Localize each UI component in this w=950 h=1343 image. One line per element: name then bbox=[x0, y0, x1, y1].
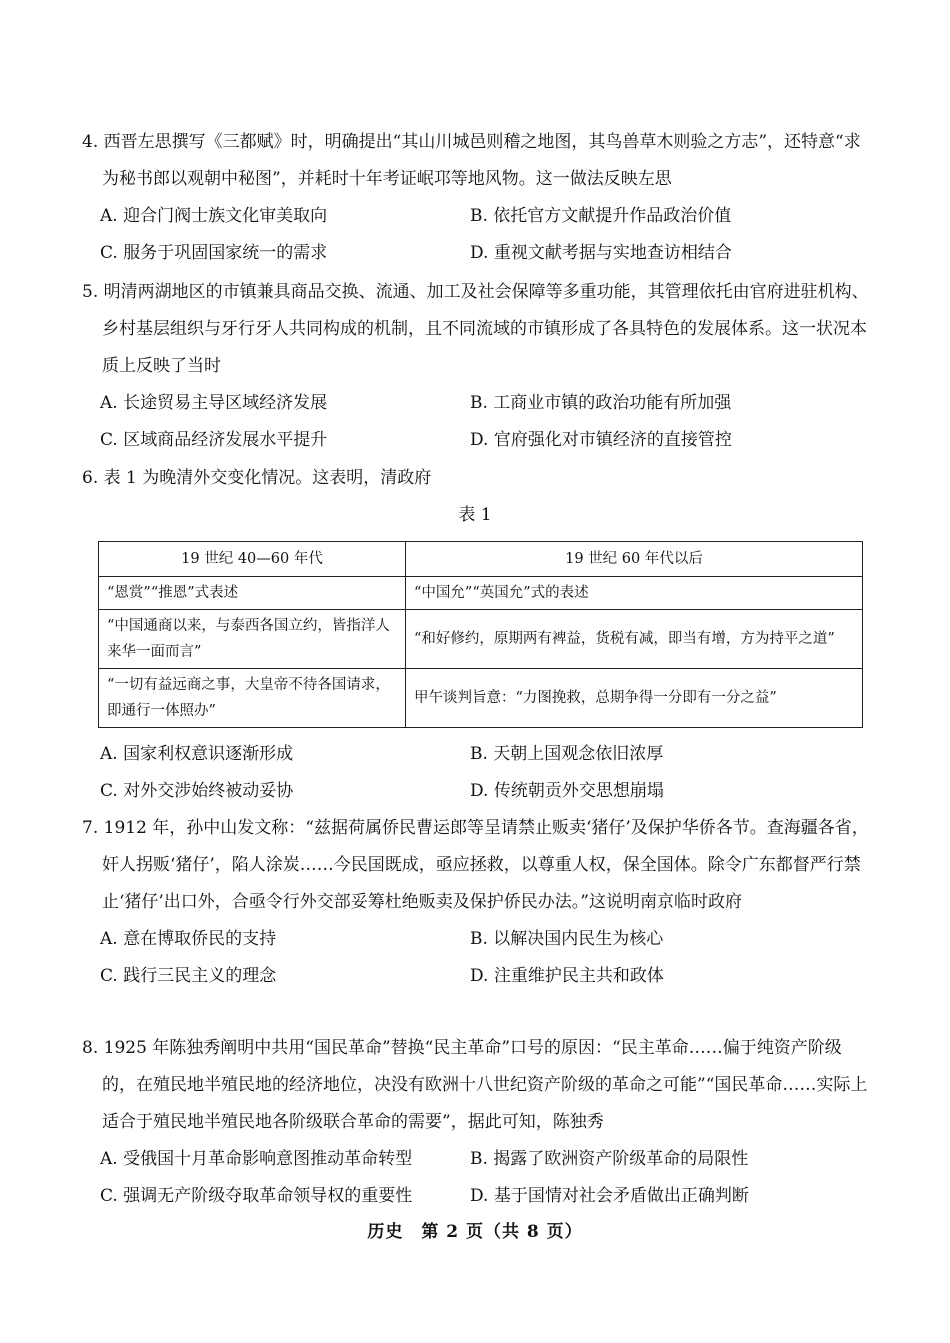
option-d: D. 注重维护民主共和政体 bbox=[470, 966, 664, 986]
options bbox=[82, 1141, 872, 1215]
option-b: B. 依托官方文献提升作品政治价值 bbox=[470, 206, 732, 226]
table-cell: “一切有益远商之事，大皇帝不待各国请求，即通行一体照办” bbox=[99, 669, 406, 728]
page-footer: 历史 第 2 页（共 8 页） bbox=[367, 1222, 583, 1242]
option-d: D. 基于国情对社会矛盾做出正确判断 bbox=[470, 1186, 749, 1206]
table-header: 19 世纪 60 年代以后 bbox=[406, 542, 863, 577]
question-stem: 5. 明清两湖地区的市镇兼具商品交换、流通、加工及社会保障等多重功能，其管理依托由官府进驻机构、乡村基层组织与牙行牙人共同构成的机制，且不同流域的市镇形成了各具特色的发展体系。这一状况本质上反映了当时 bbox=[82, 282, 869, 376]
table-row bbox=[99, 669, 863, 728]
option-d: D. 官府强化对市镇经济的直接管控 bbox=[470, 430, 732, 450]
option-c: C. 践行三民主义的理念 bbox=[100, 966, 277, 986]
table-row bbox=[99, 577, 863, 610]
option-a: A. 意在博取侨民的支持 bbox=[100, 929, 277, 949]
table-caption: 表 1 bbox=[458, 505, 492, 525]
question-stem: 7. 1912 年，孙中山发文称：“兹据荷属侨民曹运郎等呈请禁止贩卖‘猪仔’及保护华侨各节。查海疆各省，奸人拐贩‘猪仔’，陷人涂炭……今民国既成，亟应拯救，以尊重人权，保全国体。除令广东都督严行禁止‘猪仔’出口外，合亟令行外交部妥筹杜绝贩卖及保护侨民办法。”这说明南京临时政府 bbox=[82, 818, 869, 912]
table-header-row bbox=[99, 542, 863, 577]
option-c: C. 服务于巩固国家统一的需求 bbox=[100, 243, 328, 263]
table-cell: “中国允”“英国允”式的表述 bbox=[406, 577, 863, 610]
table-1 bbox=[98, 541, 863, 728]
option-a: A. 国家利权意识逐渐形成 bbox=[100, 744, 294, 764]
option-b: B. 揭露了欧洲资产阶级革命的局限性 bbox=[470, 1149, 749, 1169]
option-d: D. 重视文献考据与实地查访相结合 bbox=[470, 243, 732, 263]
option-c: C. 强调无产阶级夺取革命领导权的重要性 bbox=[100, 1186, 413, 1206]
question-8 bbox=[82, 1030, 872, 1215]
table-cell: “中国通商以来，与泰西各国立约，皆指洋人来华一面而言” bbox=[99, 610, 406, 669]
options bbox=[82, 736, 872, 810]
table-header: 19 世纪 40—60 年代 bbox=[99, 542, 406, 577]
question-5 bbox=[82, 274, 872, 459]
option-d: D. 传统朝贡外交思想崩塌 bbox=[470, 781, 664, 801]
option-a: A. 受俄国十月革命影响意图推动革命转型 bbox=[100, 1149, 413, 1169]
question-stem: 4. 西晋左思撰写《三都赋》时，明确提出“其山川城邑则稽之地图，其鸟兽草木则验之方志”，还特意“求为秘书郎以观朝中秘图”，并耗时十年考证岷邛等地风物。这一做法反映左思 bbox=[82, 132, 861, 189]
option-c: C. 区域商品经济发展水平提升 bbox=[100, 430, 328, 450]
question-6 bbox=[82, 460, 872, 497]
table-cell: “和好修约，原期两有裨益，货税有减，即当有增，方为持平之道” bbox=[406, 610, 863, 669]
question-7 bbox=[82, 810, 872, 995]
option-c: C. 对外交涉始终被动妥协 bbox=[100, 781, 294, 801]
table-row bbox=[99, 610, 863, 669]
question-stem: 8. 1925 年陈独秀阐明中共用“国民革命”替换“民主革命”口号的原因：“民主革命……偏于纯资产阶级的，在殖民地半殖民地的经济地位，决没有欧洲十八世纪资产阶级的革命之可能”“国民革命……实际上适合于殖民地半殖民地各阶级联合革命的需要”，据此可知，陈独秀 bbox=[82, 1038, 868, 1132]
options bbox=[82, 385, 872, 459]
table-cell: “恩赏”“推恩”式表述 bbox=[99, 577, 406, 610]
question-4 bbox=[82, 124, 872, 272]
option-b: B. 工商业市镇的政治功能有所加强 bbox=[470, 393, 732, 413]
table-cell: 甲午谈判旨意：“力图挽救，总期争得一分即有一分之益” bbox=[406, 669, 863, 728]
option-a: A. 长途贸易主导区域经济发展 bbox=[100, 393, 328, 413]
option-b: B. 天朝上国观念依旧浓厚 bbox=[470, 744, 664, 764]
option-a: A. 迎合门阀士族文化审美取向 bbox=[100, 206, 328, 226]
option-b: B. 以解决国内民生为核心 bbox=[470, 929, 664, 949]
question-6-options bbox=[82, 736, 872, 810]
question-stem: 6. 表 1 为晚清外交变化情况。这表明，清政府 bbox=[82, 468, 432, 488]
options bbox=[82, 198, 872, 272]
options bbox=[82, 921, 872, 995]
